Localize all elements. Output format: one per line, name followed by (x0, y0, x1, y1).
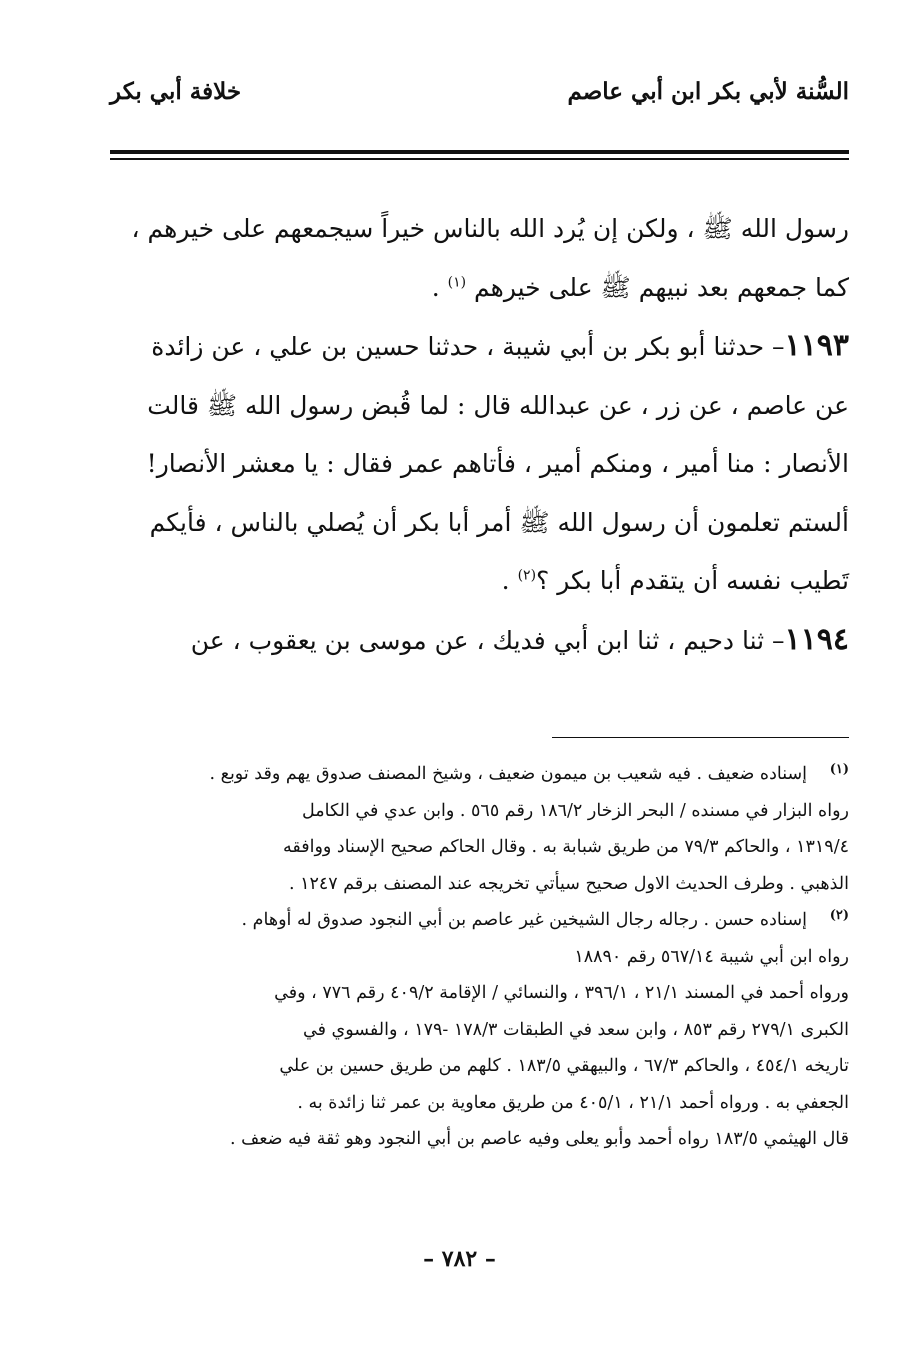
footnote-ref-2: (٢) (517, 567, 537, 584)
text-line: – ثنا دحيم ، ثنا ابن أبي فديك ، عن موسى بن يعقوب ، عن (190, 625, 785, 655)
footnote-line: تاريخه ٤٥٤/١ ، والحاكم ٦٧/٣ ، والبيهقي ١٨٣/٥ . كلهم من طريق حسين بن علي (279, 1056, 849, 1076)
header-rule-thick (110, 150, 849, 154)
footnote-line: إسناده ضعيف . فيه شعيب بن ميمون ضعيف ، وشيخ المصنف صدوق يهم وقد توبع . (209, 764, 807, 784)
section-title: خلافة أبي بكر (110, 77, 242, 105)
footnote-line: رواه البزار في مسنده / البحر الزخار ١٨٦/٢ رقم ٥٦٥ . وابن عدي في الكامل (302, 800, 849, 821)
footnote-2 (108, 902, 849, 1158)
hadith-number: ١١٩٤ (784, 621, 849, 657)
page-number: – ٧٨٢ – (423, 1246, 496, 1272)
footnote-line: إسناده حسن . رجاله رجال الشيخين غير عاصم بن أبي النجود صدوق له أوهام . (241, 910, 807, 930)
main-text (108, 200, 849, 670)
text-line: تَطيب نفسه أن يتقدم أبا بكر ؟ (536, 566, 849, 595)
paragraph-continuation (108, 200, 849, 317)
footnote-line: الكبرى ٢٧٩/١ رقم ٨٥٣ ، وابن سعد في الطبقات ١٧٨/٣ -١٧٩ ، والفسوي في (303, 1019, 849, 1040)
footnote-separator (552, 737, 849, 738)
hadith-1194 (108, 611, 849, 671)
running-header (110, 66, 849, 116)
header-rule-thin (110, 158, 849, 160)
book-title: السُّنة لأبي بكر ابن أبي عاصم (567, 77, 849, 105)
text-line: عن عاصم ، عن زر ، عن عبدالله قال : لما قُبض رسول الله ﷺ قالت (147, 390, 849, 420)
footnote-line: قال الهيثمي ١٨٣/٥ رواه أحمد وأبو يعلى وفيه عاصم بن أبي النجود وهو ثقة فيه ضعف . (230, 1129, 849, 1149)
footnote-1 (108, 756, 849, 902)
footnote-line: رواه ابن أبي شيبة ٥٦٧/١٤ رقم ١٨٨٩٠ (574, 946, 849, 967)
text-line: الأنصار : منا أمير ، ومنكم أمير ، فأتاهم عمر فقال : يا معشر الأنصار! (146, 449, 849, 478)
hadith-1193 (108, 317, 849, 611)
footnote-ref-1: (١) (447, 274, 467, 291)
footnote-line: ورواه أحمد في المسند ٢١/١ ، ٣٩٦/١ ، والنسائي / الإقامة ٤٠٩/٢ رقم ٧٧٦ ، وفي (274, 983, 849, 1003)
footnote-line: ١٣١٩/٤ ، والحاكم ٧٩/٣ من طريق شبابة به . وقال الحاكم صحيح الإسناد ووافقه (283, 837, 849, 857)
text-line: رسول الله ﷺ ، ولكن إن يُرد الله بالناس خيراً سيجمعهم على خيرهم ، (131, 214, 849, 243)
footnote-line: الجعفي به . ورواه أحمد ٢١/١ ، ٤٠٥/١ من طريق معاوية بن عمر ثنا زائدة به . (297, 1092, 849, 1113)
footnote-line: الذهبي . وطرف الحديث الاول صحيح سيأتي تخريجه عند المصنف برقم ١٢٤٧ . (288, 873, 849, 894)
text-line: – حدثنا أبو بكر بن أبي شيبة ، حدثنا حسين بن علي ، عن زائدة (151, 332, 785, 361)
hadith-number: ١١٩٣ (784, 328, 849, 363)
sentence-end: . (431, 272, 448, 302)
footnote-marker: (٢) (829, 908, 849, 923)
text-line: كما جمعهم بعد نبيهم ﷺ على خيرهم (474, 272, 849, 302)
text-line: ألستم تعلمون أن رسول الله ﷺ أمر أبا بكر أن يُصلي بالناس ، فأيكم (149, 507, 849, 537)
footnotes (108, 756, 849, 1158)
footnote-marker: (١) (829, 762, 849, 777)
sentence-end: . (501, 566, 518, 595)
